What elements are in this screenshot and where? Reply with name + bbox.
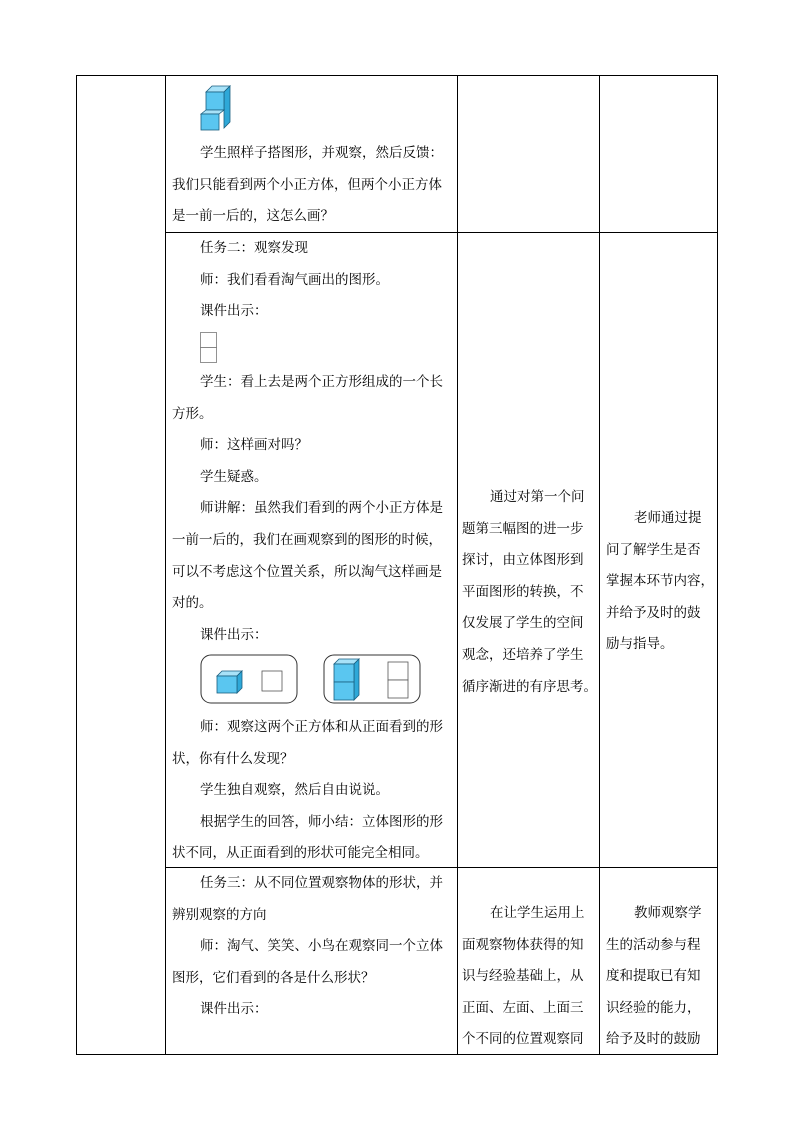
row2-content-bottom (172, 712, 456, 870)
teacher-line-1: 师：我们看看淘气画出的图形。 (200, 271, 389, 288)
intent-line: 通过对第一个问 (490, 489, 585, 505)
cube-lower-top (201, 110, 224, 114)
table-right-border (717, 75, 718, 1055)
summary-line-1: 根据学生的回答，师小结：立体图形的形 (200, 813, 443, 830)
row1-para-2: 我们只能看到两个小正方体，但两个小正方体 (172, 176, 442, 193)
row3-teacher-line-1: 师：淘气、笑笑、小鸟在观察同一个立体 (200, 938, 443, 955)
intent-line: 平面图形的转换，不 (462, 583, 584, 600)
row2-design-intent (462, 482, 598, 703)
intent-line: 在让学生运用上 (490, 905, 585, 921)
cube-side-face (224, 86, 230, 128)
assess-line: 并给予及时的鼓 (606, 604, 701, 621)
intent-line: 正面、左面、上面三 (462, 999, 584, 1016)
assess-line: 问了解学生是否 (606, 541, 701, 558)
row3-content (172, 868, 456, 1026)
teacher-line-3b: 状，你有什么发现？ (172, 750, 294, 767)
intent-line: 仅发展了学生的空间 (462, 615, 584, 632)
explain-line-1: 师讲解：虽然我们看到的两个小正方体是 (200, 500, 443, 517)
table-left-border (76, 75, 77, 1055)
row3-courseware-show: 课件出示： (200, 1001, 268, 1018)
col-divider-1 (165, 75, 166, 1055)
row3-teacher-line-2: 图形，它们看到的各是什么形状？ (172, 969, 375, 986)
courseware-show-2: 课件出示： (200, 626, 268, 643)
student-line-1b: 方形。 (172, 405, 213, 422)
stacked-cube-front-lower (334, 682, 354, 700)
row1-para-3: 是一前一后的，这怎么画？ (172, 208, 334, 225)
task-three-line-1: 任务三：从不同位置观察物体的形状，并 (200, 875, 443, 891)
stacked-cubes-figure (200, 84, 232, 130)
intent-line: 探讨，由立体图形到 (462, 552, 584, 569)
explain-line-4: 对的。 (172, 595, 213, 612)
student-line-2: 学生疑惑。 (200, 468, 268, 485)
row1-para-1: 学生照样子搭图形，并观察，然后反馈： (200, 145, 443, 161)
single-cube-front (217, 676, 237, 693)
courseware-figure-boxes (200, 654, 422, 706)
courseware-show-1: 课件出示： (200, 303, 268, 320)
row2-assessment (606, 503, 716, 661)
assess-line: 识经验的能力， (606, 999, 701, 1016)
row2-content-middle (172, 367, 456, 651)
task-two-title: 任务二：观察发现 (200, 240, 308, 256)
cube-front-lower (201, 114, 219, 130)
assess-line: 掌握本环节内容， (606, 573, 714, 590)
intent-line: 题第三幅图的进一步 (462, 520, 584, 537)
intent-line: 循序渐进的有序思考。 (462, 678, 597, 695)
box-single-cube (201, 655, 297, 703)
task-three-line-2: 辨别观察的方向 (172, 906, 267, 923)
summary-line-2: 状不同，从正面看到的形状可能完全相同。 (172, 845, 429, 862)
col-divider-2 (457, 75, 458, 1055)
assess-line: 老师通过提 (634, 510, 702, 526)
row1-content (172, 138, 456, 233)
stacked-square-lower (388, 680, 408, 698)
student-line-3: 学生独自观察，然后自由说说。 (200, 782, 389, 799)
row3-assessment (606, 898, 716, 1056)
two-squares-figure (200, 332, 218, 364)
row2-content-top (172, 233, 456, 328)
intent-line: 识与经验基础上，从 (462, 968, 584, 985)
explain-line-2: 一前一后的，我们在画观察到的图形的时候， (172, 531, 442, 548)
assess-line: 励与指导。 (606, 636, 674, 653)
intent-line: 观念，还培养了学生 (462, 646, 584, 663)
assess-line: 教师观察学 (634, 905, 702, 921)
single-square (262, 671, 282, 691)
student-line-1a: 学生：看上去是两个正方形组成的一个长 (200, 374, 443, 390)
cube-front-upper (206, 92, 224, 110)
teacher-line-3a: 师：观察这两个正方体和从正面看到的形 (200, 719, 443, 735)
table-top-border (76, 75, 718, 76)
col-divider-3 (599, 75, 600, 1055)
assess-line: 生的活动参与程 (606, 936, 701, 953)
explain-line-3: 可以不考虑这个位置关系，所以淘气这样画是 (172, 563, 442, 580)
intent-line: 个不同的位置观察同 (462, 1031, 584, 1048)
stacked-cube-front-upper (334, 664, 354, 682)
assess-line: 给予及时的鼓励 (606, 1031, 701, 1048)
row3-design-intent (462, 898, 598, 1056)
assess-line: 度和提取已有知 (606, 968, 701, 985)
teacher-line-2: 师：这样画对吗？ (200, 437, 308, 454)
intent-line: 面观察物体获得的知 (462, 936, 584, 953)
